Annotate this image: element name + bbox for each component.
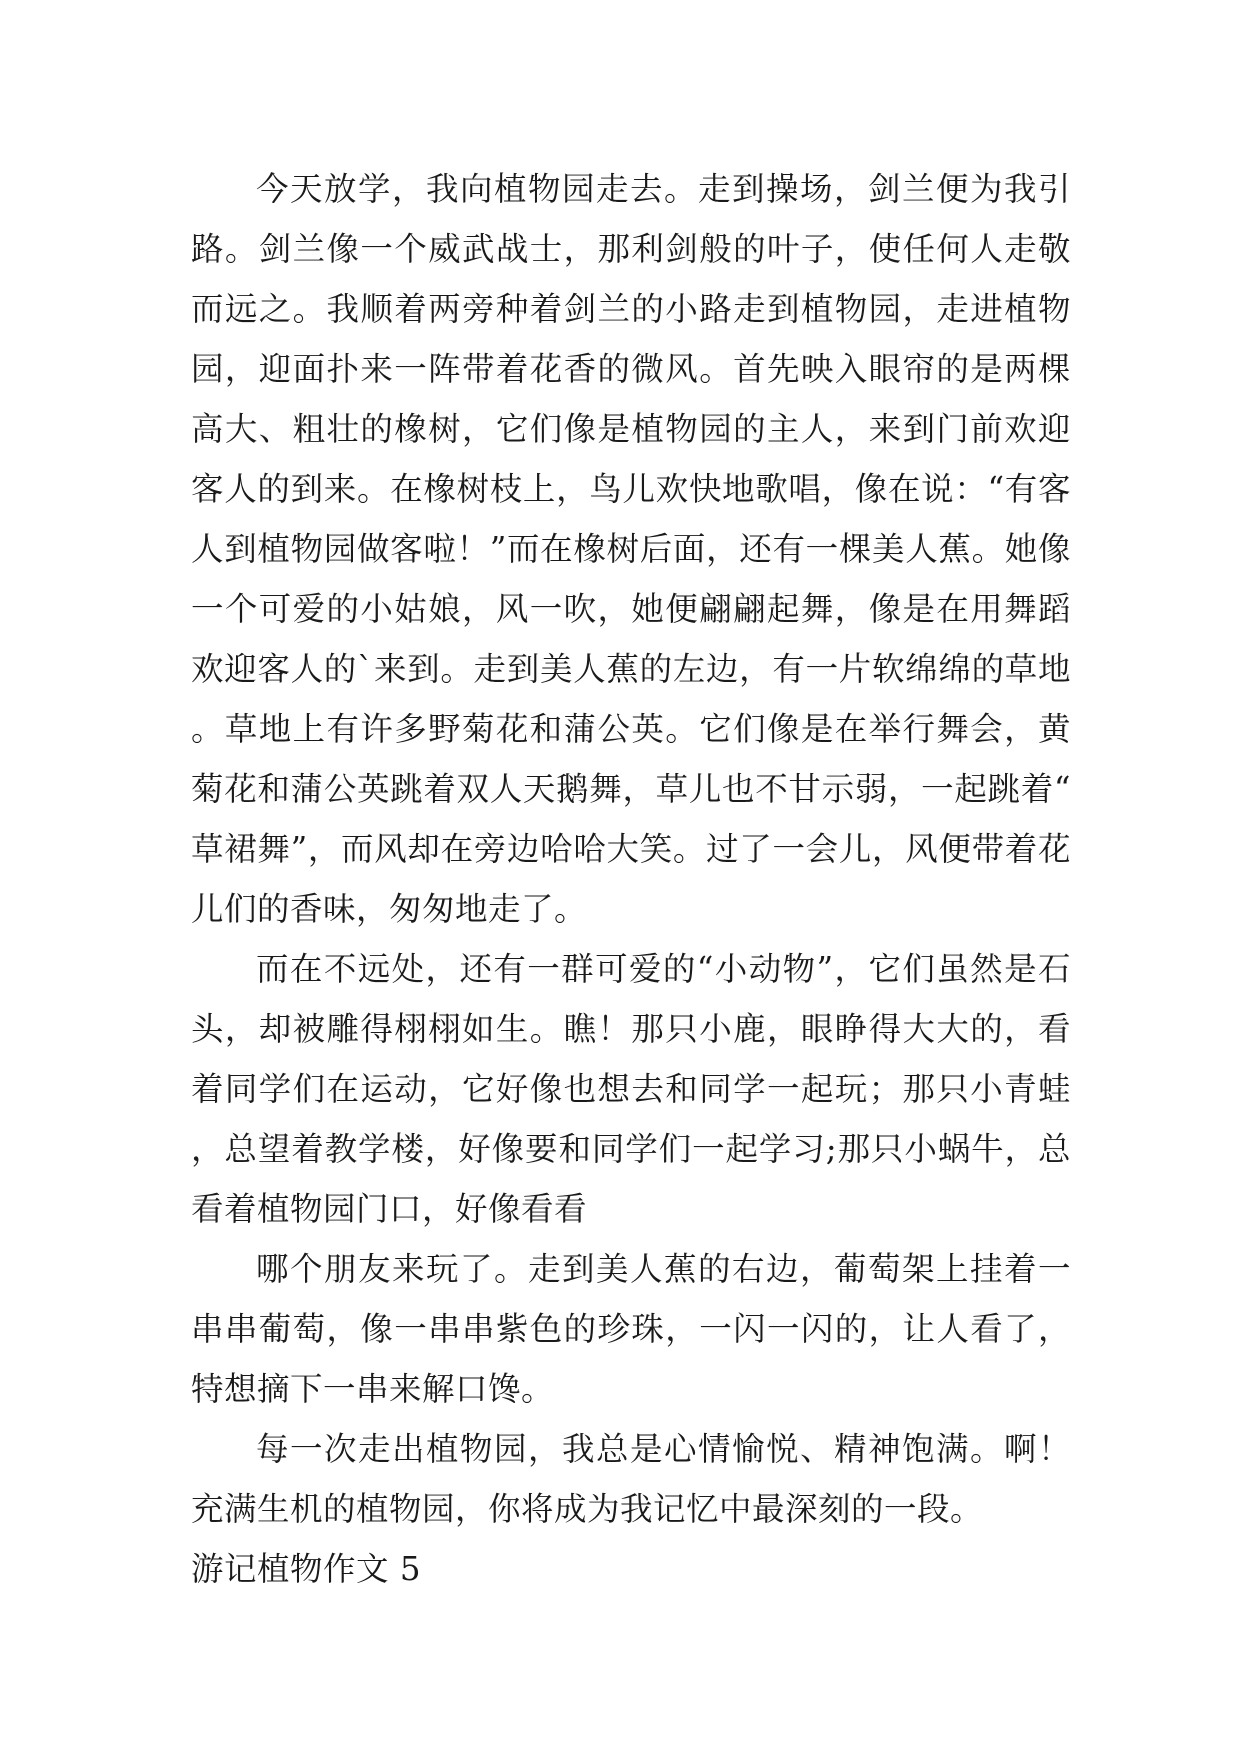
paragraph-4: 每一次走出植物园，我总是心情愉悦、精神饱满。啊！充满生机的植物园，你将成为我记忆中最深刻的一段。 [191, 1430, 1071, 1528]
paragraph-1: 今天放学，我向植物园走去。走到操场，剑兰便为我引路。剑兰像一个威武战士，那利剑般的叶子，使任何人走敬而远之。我顺着两旁种着剑兰的小路走到植物园，走进植物园，迎面扑来一阵带着花香的微风。首先映入眼帘的是两棵高大、粗壮的橡树，它们像是植物园的主人，来到门前欢迎客人的到来。在橡树枝上，鸟儿欢快地歌唱，像在说：“有客人到植物园做客啦！”而在橡树后面，还有一棵美人蕉。她像一个可爱的小姑娘，风一吹，她便翩翩起舞，像是在用舞蹈欢迎客人的`来到。走到美人蕉的左边，有一片软绵绵的草地。草地上有许多野菊花和蒲公英。它们像是在举行舞会，黄菊花和蒲公英跳着双人天鹅舞，草儿也不甘示弱，一起跳着“草裙舞”，而风却在旁边哈哈大笑。过了一会儿，风便带着花儿们的香味，匆匆地走了。 [191, 170, 1071, 928]
document-body [191, 159, 1071, 1599]
paragraph-3: 哪个朋友来玩了。走到美人蕉的右边，葡萄架上挂着一串串葡萄，像一串串紫色的珍珠，一闪一闪的，让人看了，特想摘下一串来解口馋。 [191, 1250, 1071, 1408]
paragraph-2: 而在不远处，还有一群可爱的“小动物”，它们虽然是石头，却被雕得栩栩如生。瞧！那只小鹿，眼睁得大大的，看着同学们在运动，它好像也想去和同学一起玩；那只小青蛙，总望着教学楼，好像要和同学们一起学习;那只小蜗牛，总看着植物园门口，好像看看 [191, 950, 1071, 1228]
section-heading: 游记植物作文 5 [191, 1550, 422, 1588]
